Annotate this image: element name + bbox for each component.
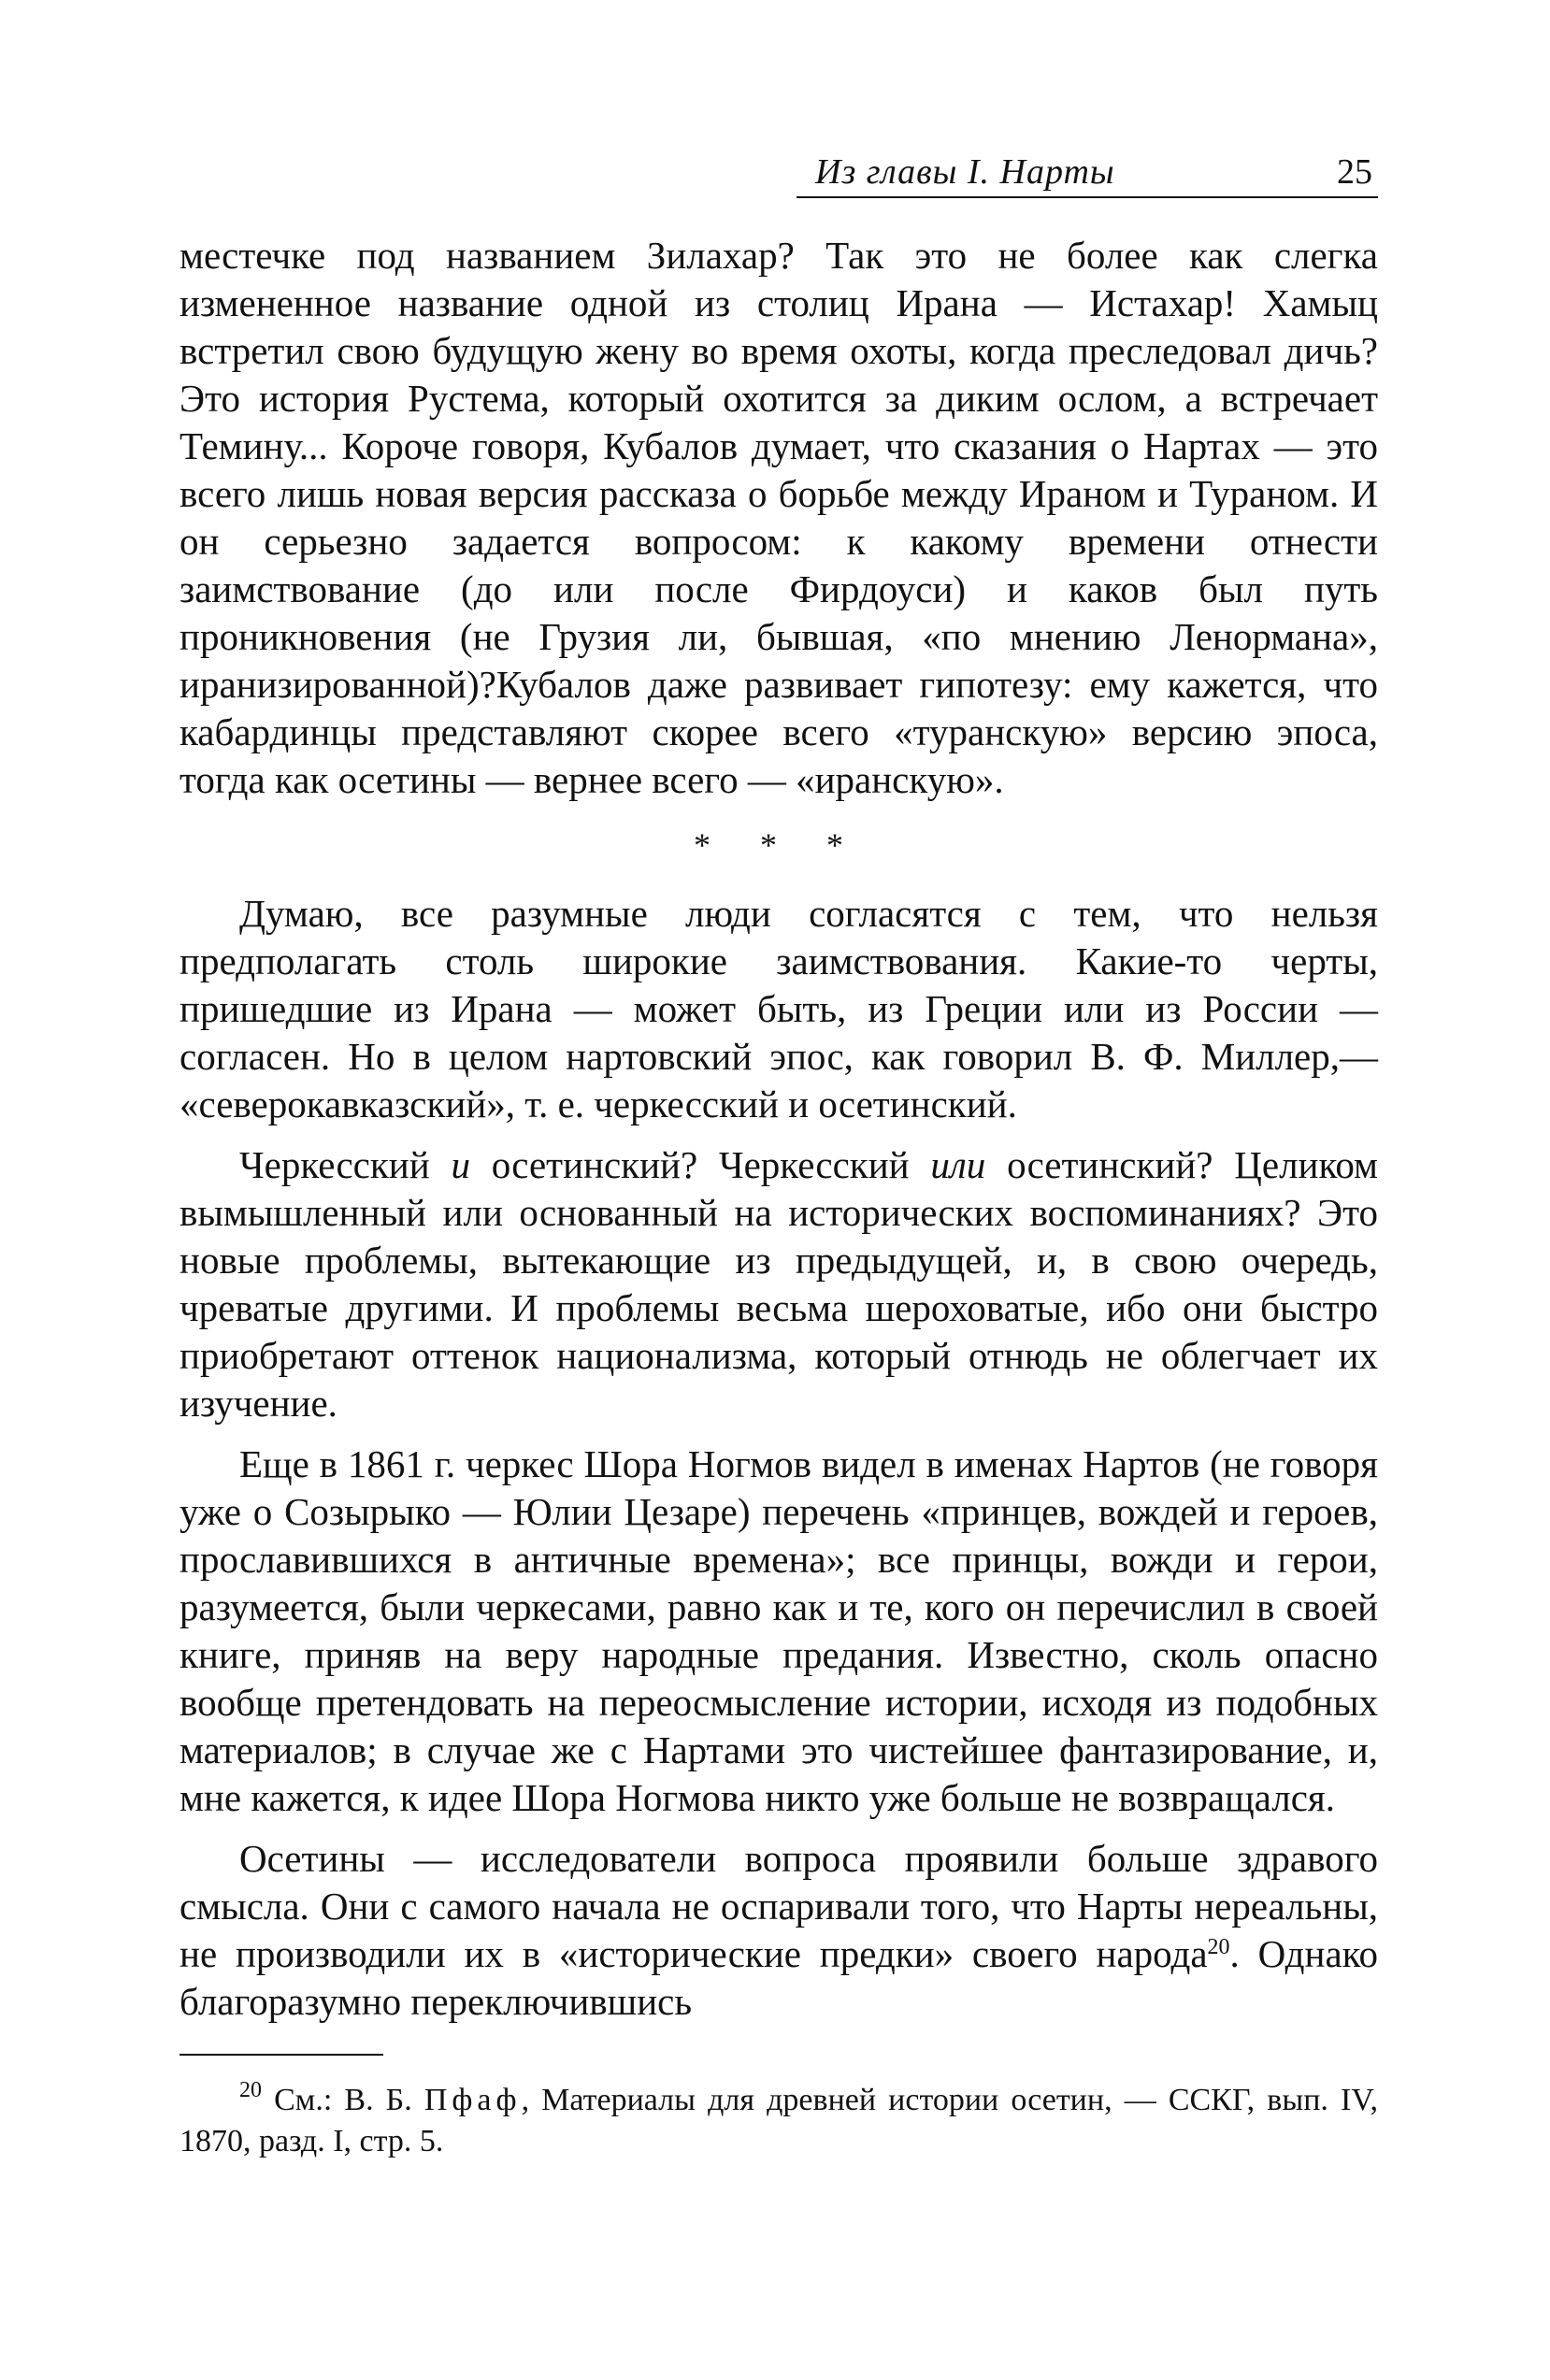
- book-page: [179, 150, 1378, 2162]
- paragraph-5-text-a: Осетины — исследователи вопроса проявили больше здравого смысла. Они с самого начала не оспаривали того, что Нарты нереальны, не производили их в «исторические предки» своего народа: [179, 1837, 1378, 1975]
- footnote-number: 20: [239, 2078, 262, 2102]
- paragraph-3-text-a: Черкесский: [239, 1143, 452, 1186]
- footnote-divider: [179, 2054, 383, 2056]
- footnote-author: Пфаф: [423, 2083, 522, 2117]
- section-separator: * * *: [694, 826, 864, 864]
- footnote-text-b: , Материалы для древней истории осетин, — ССКГ, вып. IV, 1870, разд. I, стр. 5.: [179, 2083, 1379, 2158]
- paragraph-3: [179, 1141, 1378, 1427]
- paragraph-3-text-c: осетинский? Целиком вымышленный или основанный на исторических воспоминаниях? Это новые проблемы, вытекающие из предыдущей, и, в свою очередь, чреватые другими. И проблемы весьма шероховатые, ибо они быстро приобретают оттенок национализма, который отнюдь не облегчает их изучение.: [179, 1143, 1378, 1425]
- paragraph-3-text-b: осетинский? Черкесский: [469, 1143, 931, 1186]
- paragraph-5: [179, 1835, 1378, 2026]
- paragraph-3-emphasis-1: и: [451, 1143, 470, 1186]
- paragraph-5-text-b: . Однако благоразумно переключившись: [179, 1932, 1379, 2023]
- running-head: [797, 150, 1378, 198]
- running-title: Из главы I. Нарты: [815, 152, 1115, 192]
- paragraph-2: Думаю, все разумные люди согласятся с тем, что нельзя предполагать столь широкие заимствования. Какие-то черты, пришедшие из Ирана — может быть, из Греции или из России — согласен. Но в целом нартовский эпос, как говорил В. Ф. Миллер,— «северокавказский», т. е. черкесский и осетинский.: [179, 892, 1378, 1125]
- footnote-text-a: См.: В. Б.: [262, 2083, 424, 2117]
- footnote-ref-20[interactable]: 20: [1207, 1935, 1230, 1959]
- page-number: 25: [1337, 152, 1372, 192]
- paragraph-4: Еще в 1861 г. черкес Шора Ногмов видел в именах Нартов (не говоря уже о Созырыко — Юлии Цезаре) перечень «принцев, вождей и героев, прославившихся в античные времена»; все принцы, вожди и герои, разумеется, были черкесами, равно как и те, кого он перечислил в своей книге, приняв на веру народные предания. Известно, сколь опасно вообще претендовать на переосмысление истории, исходя из подобных материалов; в случае же с Нартами это чистейшее фантазирование, и, мне кажется, к идее Шора Ногмова никто уже больше не возвращался.: [179, 1442, 1378, 1819]
- paragraph-3-emphasis-2: или: [930, 1143, 986, 1186]
- footnotes: [179, 2080, 1378, 2162]
- footnote-20: [179, 2080, 1378, 2162]
- body-text: [179, 232, 1378, 2026]
- paragraph-1: местечке под названием Зилахар? Так это не более как слегка измененное название одной из столиц Ирана — Истахар! Хамыц встретил свою будущую жену во время охоты, когда преследовал дичь? Это история Рустема, который охотится за диким ослом, а встречает Темину... Короче говоря, Кубалов думает, что сказания о Нартах — это всего лишь новая версия рассказа о борьбе между Ираном и Тураном. И он серьезно задается вопросом: к какому времени отнести заимствование (до или после Фирдоуси) и каков был путь проникновения (не Грузия ли, бывшая, «по мнению Ленормана», иранизированной)?Кубалов даже развивает гипотезу: ему кажется, что кабардинцы представляют скорее всего «туранскую» версию эпоса, тогда как осетины — вернее всего — «иранскую».: [179, 234, 1378, 801]
